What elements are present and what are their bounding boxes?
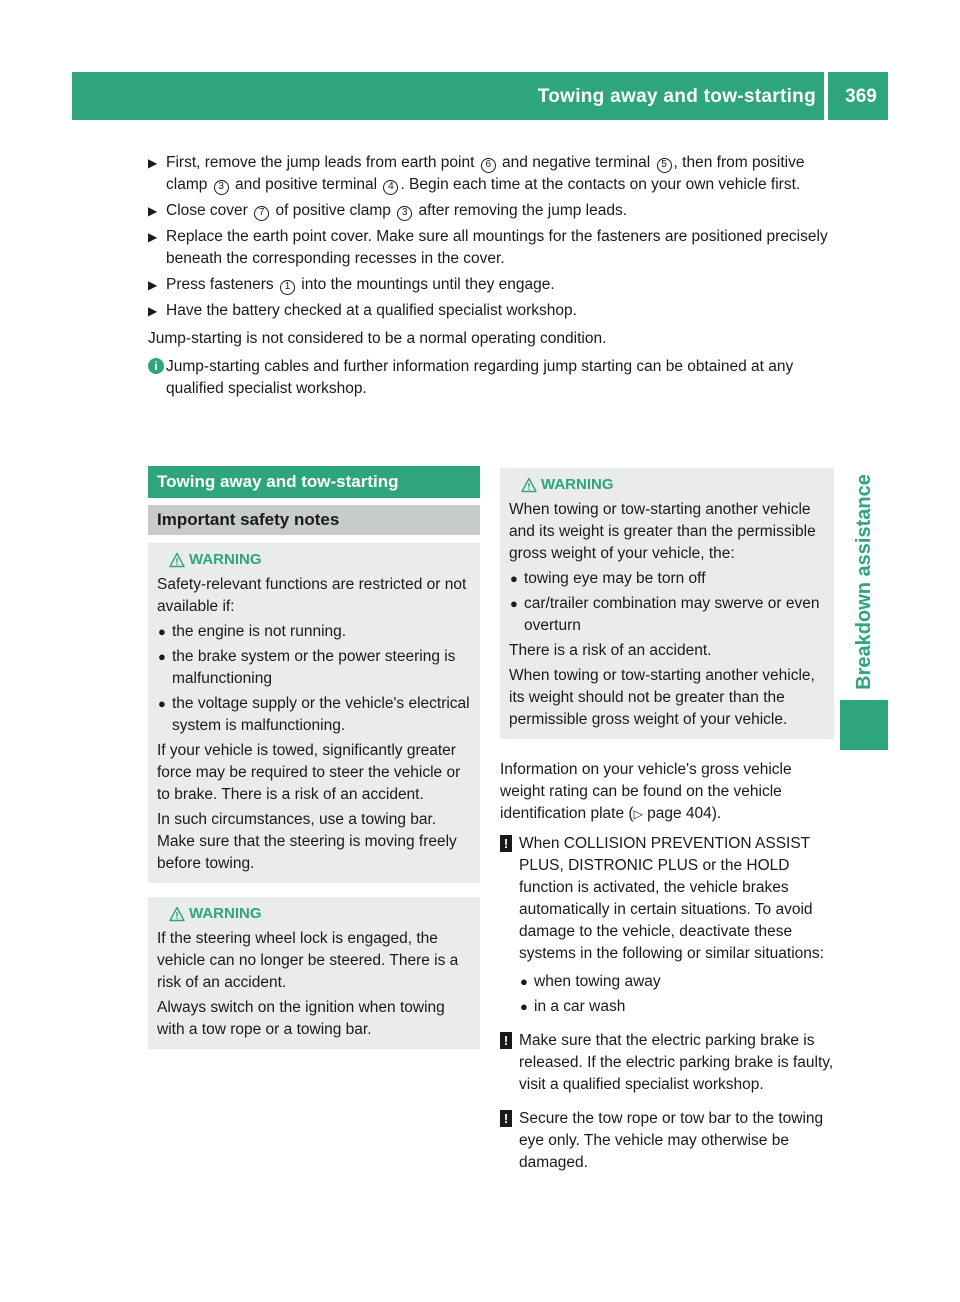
section-heading: Towing away and tow-starting — [148, 466, 480, 498]
exclamation-icon: ! — [500, 835, 512, 852]
callout-number: 6 — [481, 158, 496, 173]
warning-triangle-icon — [169, 906, 185, 922]
bullet-icon: ● — [158, 696, 166, 711]
arrow-right-icon: ▶ — [148, 156, 158, 170]
side-tab — [840, 130, 888, 750]
side-tab-label: Breakdown assistance — [853, 474, 875, 690]
exclamation-icon: ! — [500, 1110, 512, 1127]
list-item: ● the brake system or the power steering is malfunctioning — [158, 648, 456, 687]
info-icon: i — [148, 358, 164, 374]
callout-number: 4 — [383, 180, 398, 195]
warning-heading: WARNING — [509, 474, 826, 496]
notice-text: Make sure that the electric parking brake is released. If the electric parking brake is faulty, visit a qualified specialist workshop. — [519, 1032, 834, 1093]
arrow-right-icon: ▶ — [148, 204, 158, 218]
header-separator — [824, 72, 828, 120]
bullet-icon: ● — [510, 596, 518, 611]
list-item: ● when towing away — [519, 971, 834, 993]
list-item: ● car/trailer combination may swerve or even overturn — [510, 595, 820, 634]
bullet-icon: ● — [158, 649, 166, 664]
header-title: Towing away and tow-starting — [537, 86, 816, 107]
callout-number: 1 — [280, 280, 295, 295]
warning-triangle-icon — [169, 552, 185, 568]
warning-box — [148, 897, 480, 1049]
notice-text: Secure the tow rope or tow bar to the towing eye only. The vehicle may otherwise be damaged. — [519, 1110, 824, 1171]
callout-number: 5 — [657, 158, 672, 173]
warning-heading: WARNING — [157, 549, 472, 571]
bullet-icon: ● — [158, 624, 166, 639]
warning-box — [500, 468, 834, 739]
list-item: ● towing eye may be torn off — [509, 568, 826, 590]
warning-text: Safety-relevant functions are restricted or not available if: — [157, 576, 467, 615]
warning-text: If the steering wheel lock is engaged, the vehicle can no longer be steered. There is a risk of an accident. — [157, 930, 459, 991]
subsection-heading: Important safety notes — [148, 505, 480, 535]
right-column — [500, 468, 834, 1174]
bullet-icon: ● — [520, 999, 528, 1014]
page-header — [72, 72, 888, 120]
warning-text: When towing or tow-starting another vehicle, its weight should not be greater than the permissible gross weight of your vehicle. — [509, 667, 815, 728]
list-item: ● the engine is not running. — [157, 621, 472, 643]
intro-instructions — [148, 152, 836, 400]
warning-heading: WARNING — [157, 903, 472, 925]
callout-number: 3 — [397, 206, 412, 221]
page-number: 369 — [845, 86, 877, 107]
arrow-right-icon: ▶ — [148, 278, 158, 292]
notice-block — [500, 1030, 834, 1096]
body-paragraph: Information on your vehicle's gross vehicle weight rating can be found on the vehicle identification plate (▷ page 404). — [500, 761, 792, 822]
instruction-step: ▶ First, remove the jump leads from earth point 6 and negative terminal 5 , then from positive clamp 3 and positive terminal 4 . Begin each time at the contacts on your own vehicle first. — [148, 154, 805, 193]
warning-text: When towing or tow-starting another vehicle and its weight is greater than the permissible gross weight of your vehicle, the: — [509, 501, 816, 562]
notice-block — [500, 833, 834, 1018]
callout-number: 7 — [254, 206, 269, 221]
instruction-step: ▶ Have the battery checked at a qualified specialist workshop. — [148, 300, 836, 322]
notice-block — [500, 1108, 834, 1174]
arrow-right-icon: ▶ — [148, 304, 158, 318]
instruction-step: ▶ Press fasteners 1 into the mountings until they engage. — [148, 274, 836, 296]
warning-text: If your vehicle is towed, significantly greater force may be required to steer the vehicle or to brake. There is a risk of an accident. — [157, 742, 461, 803]
bullet-icon: ● — [510, 571, 518, 586]
instruction-step: ▶ Close cover 7 of positive clamp 3 after removing the jump leads. — [148, 200, 836, 222]
arrow-right-icon: ▶ — [148, 230, 158, 244]
page-ref-arrow-icon: ▷ — [633, 807, 643, 821]
notice-text: When COLLISION PREVENTION ASSIST PLUS, DISTRONIC PLUS or the HOLD function is activated, the vehicle brakes automatically in certain situations. To avoid damage to the vehicle, deactivate these systems in the following or similar situations: — [519, 835, 824, 962]
warning-text: There is a risk of an accident. — [509, 642, 712, 659]
warning-triangle-icon — [521, 477, 537, 493]
list-item: ● in a car wash — [519, 996, 834, 1018]
list-item: ● the voltage supply or the vehicle's electrical system is malfunctioning. — [158, 695, 470, 734]
bullet-icon: ● — [520, 974, 528, 989]
left-column — [148, 466, 480, 1049]
warning-text: In such circumstances, use a towing bar. Make sure that the steering is moving freely before towing. — [157, 811, 457, 872]
side-tab-marker — [840, 700, 888, 750]
body-paragraph: Jump-starting is not considered to be a normal operating condition. — [148, 330, 607, 347]
callout-number: 3 — [214, 180, 229, 195]
warning-box — [148, 543, 480, 883]
exclamation-icon: ! — [500, 1032, 512, 1049]
instruction-step: ▶ Replace the earth point cover. Make sure all mountings for the fasteners are positioned precisely beneath the corresponding recesses in the cover. — [148, 228, 828, 267]
warning-text: Always switch on the ignition when towing with a tow rope or a towing bar. — [157, 999, 445, 1038]
info-note: i Jump-starting cables and further information regarding jump starting can be obtained at any qualified specialist workshop. — [148, 356, 836, 400]
